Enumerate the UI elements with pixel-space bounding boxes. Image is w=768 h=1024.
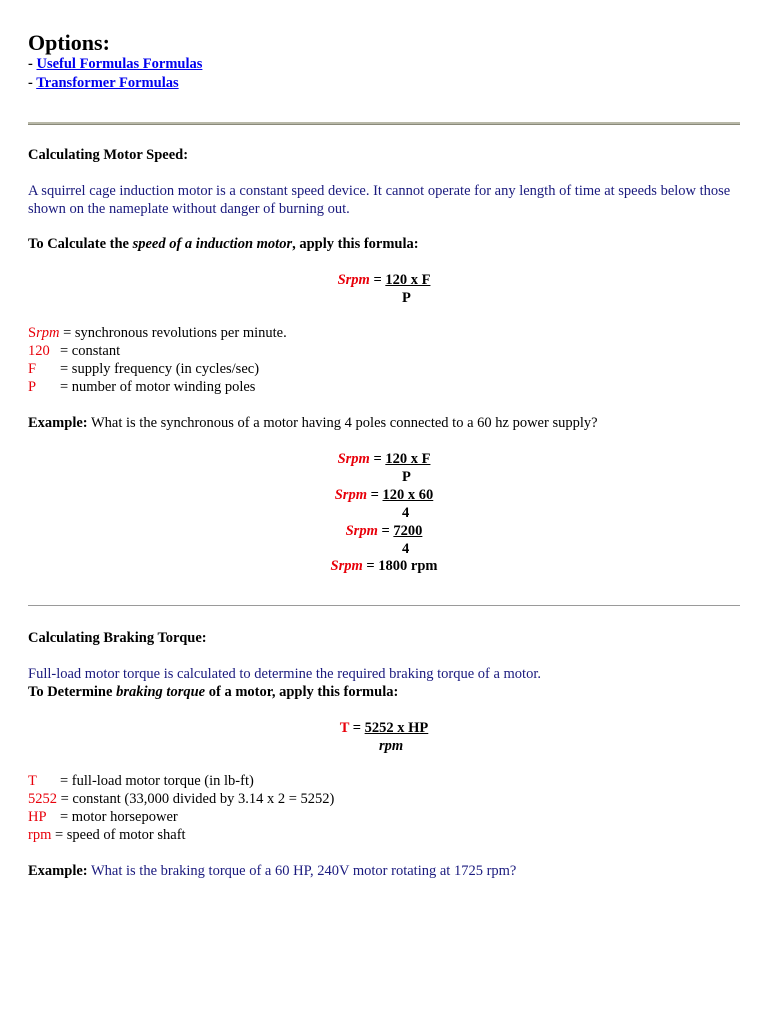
formula-denominator: P [402,290,411,306]
def-row-p [28,379,255,396]
apply-italic: braking torque [116,684,206,700]
step-result: 1800 rpm [378,558,438,574]
def-symbol: P [28,379,37,395]
braking-heading: Calculating Braking Torque: [28,630,207,646]
motor-speed-apply [28,236,419,253]
apply-suffix: of a motor, apply this formula: [205,684,399,700]
def-symbol: F [28,361,37,377]
motor-speed-heading: Calculating Motor Speed: [28,147,189,163]
def-symbol: 120 [28,343,50,359]
def-row-srpm [28,325,287,342]
useful-formulas-link[interactable]: Useful Formulas Formulas [36,56,203,72]
torque-formula-numerator-row [284,720,484,737]
def-row-120 [28,343,120,360]
def-symbol: rpm [28,827,52,843]
motor-speed-example [28,415,598,432]
step-4-result [284,558,484,575]
step-lhs: Srpm [337,451,370,467]
def-text: = constant (33,000 divided by 3.14 x 2 = 5252) [60,791,335,807]
formula-lhs: Srpm [337,272,370,288]
step-numerator: 120 x 60 [382,487,434,503]
step-1-denominator: P [402,469,411,485]
options-item-useful [28,56,202,73]
def-row-5252 [28,791,334,808]
def-symbol: 5252 [28,791,57,807]
apply-prefix: To Calculate the [28,236,133,252]
def-symbol-rest: rpm [36,325,60,341]
formula-numerator: 5252 x HP [364,720,429,736]
def-row-rpm [28,827,186,844]
step-eq: = [366,487,383,503]
transformer-formulas-link[interactable]: Transformer Formulas [36,75,179,91]
def-text: = constant [60,343,121,359]
def-text: = supply frequency (in cycles/sec) [60,361,260,377]
def-symbol: S [28,325,37,341]
step-3-denominator: 4 [402,541,410,557]
dash: - [28,56,37,72]
example-text: What is the synchronous of a motor having 4 poles connected to a 60 hz power supply? [87,415,598,431]
motor-speed-intro: A squirrel cage induction motor is a constant speed device. It cannot operate for any length of time at speeds below those shown on the nameplate without danger of burning out. [28,183,731,217]
formula-eq: = [349,720,365,736]
options-item-transformer [28,75,179,92]
page-title: Options: [28,30,110,55]
dash: - [28,75,37,91]
formula-lhs: T [339,720,350,736]
step-lhs: Srpm [345,523,378,539]
def-text: = number of motor winding poles [60,379,256,395]
step-numerator: 7200 [393,523,423,539]
divider [28,605,740,606]
def-text: = full-load motor torque (in lb-ft) [60,773,254,789]
def-row-f [28,361,259,378]
step-numerator: 120 x F [385,451,431,467]
formula-denominator: rpm [379,738,404,754]
def-row-t [28,773,254,790]
braking-intro: Full-load motor torque is calculated to determine the required braking torque of a motor. [28,666,541,682]
apply-italic: speed of a induction motor [132,236,293,252]
step-lhs: Srpm [330,558,363,574]
step-eq: = [362,558,379,574]
speed-formula-numerator-row [284,272,484,289]
step-1-numerator [284,451,484,468]
step-eq: = [377,523,394,539]
example-text: What is the braking torque of a 60 HP, 240V motor rotating at 1725 rpm? [87,863,517,879]
def-text: = synchronous revolutions per minute. [59,325,287,341]
def-symbol: T [28,773,37,789]
formula-eq: = [369,272,386,288]
example-label: Example: [28,415,88,431]
step-2-numerator [284,487,484,504]
step-eq: = [369,451,386,467]
apply-suffix: , apply this formula: [292,236,419,252]
braking-apply [28,684,398,701]
braking-example [28,863,516,880]
step-3-numerator [284,523,484,540]
def-text: = motor horsepower [60,809,178,825]
formula-numerator: 120 x F [385,272,431,288]
example-label: Example: [28,863,88,879]
def-row-hp [28,809,178,826]
def-symbol: HP [28,809,47,825]
def-text: = speed of motor shaft [54,827,186,843]
step-2-denominator: 4 [402,505,410,521]
divider [28,122,740,125]
step-lhs: Srpm [334,487,367,503]
apply-prefix: To Determine [28,684,117,700]
